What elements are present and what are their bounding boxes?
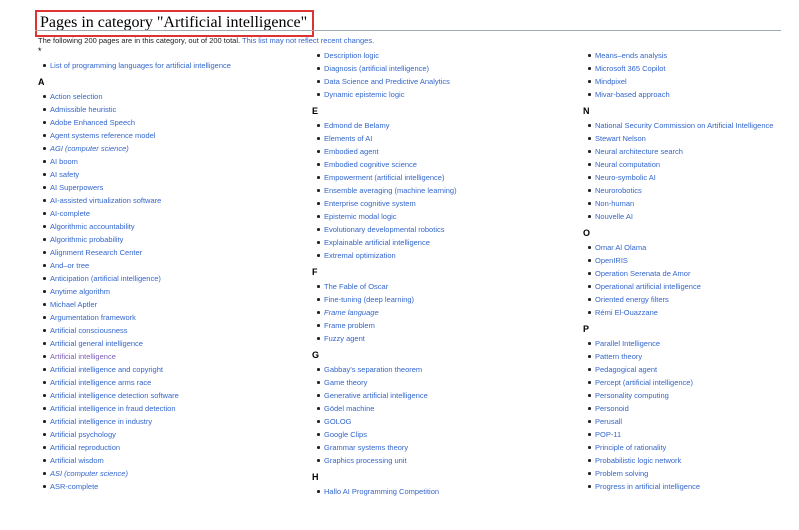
section-letter: A (38, 77, 45, 87)
page-list (38, 59, 283, 72)
category-page-link[interactable]: Embodied cognitive science (312, 158, 557, 171)
category-page-link[interactable]: Probabilistic logic network (583, 454, 799, 467)
category-page-link[interactable]: Edmond de Belamy (312, 119, 557, 132)
category-page-link[interactable]: Artificial intelligence arms race (38, 376, 283, 389)
category-page-link[interactable]: Agent systems reference model (38, 129, 283, 142)
intro-text: The following 200 pages are in this category, out of 200 total. (38, 36, 241, 45)
category-page-link[interactable]: Operational artificial intelligence (583, 280, 799, 293)
category-page-link[interactable]: ASR-complete (38, 480, 283, 493)
category-page-link[interactable]: Description logic (312, 49, 557, 62)
category-page-link[interactable]: Frame problem (312, 319, 557, 332)
category-page-link[interactable]: Hallo AI Programming Competition (312, 485, 557, 498)
category-page-link[interactable]: Pedagogical agent (583, 363, 799, 376)
category-page-link[interactable]: Artificial intelligence in industry (38, 415, 283, 428)
category-page-link[interactable]: Adobe Enhanced Speech (38, 116, 283, 129)
category-page-link[interactable]: POP-11 (583, 428, 799, 441)
letter-group (312, 471, 557, 498)
category-page-link[interactable]: Embodied agent (312, 145, 557, 158)
category-page-link[interactable]: Artificial general intelligence (38, 337, 283, 350)
category-page-link[interactable]: GOLOG (312, 415, 557, 428)
category-page-link[interactable]: And–or tree (38, 259, 283, 272)
category-page-link[interactable]: Google Clips (312, 428, 557, 441)
category-page-link[interactable]: Percept (artificial intelligence) (583, 376, 799, 389)
page-list (312, 485, 557, 498)
category-page-link[interactable]: Neurorobotics (583, 184, 799, 197)
category-page-link[interactable]: AGI (computer science) (38, 142, 283, 155)
category-page-link[interactable]: Problem solving (583, 467, 799, 480)
category-page-link[interactable]: Anticipation (artificial intelligence) (38, 272, 283, 285)
section-letter: P (583, 324, 590, 334)
page-title: Pages in category "Artificial intelligence" (35, 10, 314, 37)
category-page-link[interactable]: Fine-tuning (deep learning) (312, 293, 557, 306)
letter-group (38, 76, 283, 493)
section-letter: F (312, 267, 318, 277)
page-list (38, 90, 283, 493)
category-page-link[interactable]: Grammar systems theory (312, 441, 557, 454)
category-page-link[interactable]: Omar Al Olama (583, 241, 799, 254)
category-page-link[interactable]: Oriented energy filters (583, 293, 799, 306)
category-page-link[interactable]: AI safety (38, 168, 283, 181)
heading-divider (35, 30, 781, 31)
category-page-link[interactable]: Empowerment (artificial intelligence) (312, 171, 557, 184)
category-page-link[interactable]: Elements of AI (312, 132, 557, 145)
category-page-link[interactable]: Microsoft 365 Copilot (583, 62, 799, 75)
category-page-link[interactable]: Frame language (312, 306, 557, 319)
category-page-link[interactable]: Algorithmic accountability (38, 220, 283, 233)
category-page-link[interactable]: Diagnosis (artificial intelligence) (312, 62, 557, 75)
category-page-link[interactable]: Graphics processing unit (312, 454, 557, 467)
category-page-link[interactable]: Mindpixel (583, 75, 799, 88)
category-page-link[interactable]: Alignment Research Center (38, 246, 283, 259)
category-page-link[interactable]: Personoid (583, 402, 799, 415)
category-page-link[interactable]: Means–ends analysis (583, 49, 799, 62)
category-page-link[interactable]: Parallel Intelligence (583, 337, 799, 350)
category-page-link[interactable]: Gabbay's separation theorem (312, 363, 557, 376)
category-page-link[interactable]: Artificial intelligence and copyright (38, 363, 283, 376)
category-page-link[interactable]: Fuzzy agent (312, 332, 557, 345)
page-list (312, 280, 557, 345)
section-letter: * (38, 46, 42, 56)
category-page-link[interactable]: Ensemble averaging (machine learning) (312, 184, 557, 197)
category-page-link[interactable]: Generative artificial intelligence (312, 389, 557, 402)
category-page-link[interactable]: AI-complete (38, 207, 283, 220)
category-page-link[interactable]: Gödel machine (312, 402, 557, 415)
category-page-link[interactable]: ASI (computer science) (38, 467, 283, 480)
category-page-link[interactable]: OpenIRIS (583, 254, 799, 267)
letter-group (312, 105, 557, 262)
letter-group (583, 227, 799, 319)
page-list (583, 119, 799, 223)
page-list (312, 49, 557, 101)
category-column-2 (312, 49, 557, 502)
category-page-link[interactable]: Perusall (583, 415, 799, 428)
recent-changes-link[interactable]: This list may not reflect recent changes. (242, 36, 375, 45)
section-letter: E (312, 106, 319, 116)
letter-group (583, 49, 799, 101)
category-page-link[interactable]: National Security Commission on Artificial Intelligence (583, 119, 799, 132)
category-page-link[interactable]: Neuro-symbolic AI (583, 171, 799, 184)
category-page-link[interactable]: Artificial intelligence detection software (38, 389, 283, 402)
letter-group (38, 45, 283, 72)
category-page-link[interactable]: Anytime algorithm (38, 285, 283, 298)
category-page-link[interactable]: Action selection (38, 90, 283, 103)
category-page-link[interactable]: Game theory (312, 376, 557, 389)
category-page-link[interactable]: Neural architecture search (583, 145, 799, 158)
category-page-link[interactable]: Dynamic epistemic logic (312, 88, 557, 101)
category-page-link[interactable]: Neural computation (583, 158, 799, 171)
category-page-link[interactable]: Michael Aptler (38, 298, 283, 311)
category-page-link[interactable]: The Fable of Oscar (312, 280, 557, 293)
category-page-link[interactable]: Artificial intelligence (38, 350, 283, 363)
category-page-link[interactable]: Progress in artificial intelligence (583, 480, 799, 493)
category-page-link[interactable]: AI-assisted virtualization software (38, 194, 283, 207)
category-column-3 (583, 49, 799, 497)
category-page-link[interactable]: Enterprise cognitive system (312, 197, 557, 210)
category-page-link[interactable]: Epistemic modal logic (312, 210, 557, 223)
category-page-link[interactable]: List of programming languages for artificial intelligence (38, 59, 283, 72)
letter-group (583, 105, 799, 223)
section-letter: O (583, 228, 591, 238)
category-page-link[interactable]: Artificial wisdom (38, 454, 283, 467)
category-page-link[interactable]: Artificial psychology (38, 428, 283, 441)
category-page-link[interactable]: Data Science and Predictive Analytics (312, 75, 557, 88)
page-list (312, 119, 557, 262)
page-list (583, 337, 799, 493)
section-letter: G (312, 350, 320, 360)
page-list (583, 241, 799, 319)
category-page-link[interactable]: AI Superpowers (38, 181, 283, 194)
category-page-link[interactable]: Non-human (583, 197, 799, 210)
category-page-link[interactable]: Pattern theory (583, 350, 799, 363)
letter-group (312, 49, 557, 101)
page-list (312, 363, 557, 467)
category-page-link[interactable]: Artificial consciousness (38, 324, 283, 337)
category-page-link[interactable]: Extremal optimization (312, 249, 557, 262)
category-page-link[interactable]: Nouvelle AI (583, 210, 799, 223)
letter-group (312, 266, 557, 345)
page-list (583, 49, 799, 101)
category-page-link[interactable]: Artificial intelligence in fraud detection (38, 402, 283, 415)
category-page-link[interactable]: Explainable artificial intelligence (312, 236, 557, 249)
category-page-link[interactable]: AI boom (38, 155, 283, 168)
category-page-link[interactable]: Admissible heuristic (38, 103, 283, 116)
category-page-link[interactable]: Artificial reproduction (38, 441, 283, 454)
category-page-link[interactable]: Principle of rationality (583, 441, 799, 454)
section-letter: N (583, 106, 590, 116)
category-page-link[interactable]: Stewart Nelson (583, 132, 799, 145)
letter-group (312, 349, 557, 467)
category-page-link[interactable]: Evolutionary developmental robotics (312, 223, 557, 236)
category-page-link[interactable]: Rémi El-Ouazzane (583, 306, 799, 319)
letter-group (583, 323, 799, 493)
category-page-link[interactable]: Operation Serenata de Amor (583, 267, 799, 280)
section-letter: H (312, 472, 319, 482)
category-column-1 (38, 45, 283, 497)
category-page-link[interactable]: Mivar-based approach (583, 88, 799, 101)
category-page-link[interactable]: Algorithmic probability (38, 233, 283, 246)
category-page-link[interactable]: Argumentation framework (38, 311, 283, 324)
category-page-link[interactable]: Personality computing (583, 389, 799, 402)
